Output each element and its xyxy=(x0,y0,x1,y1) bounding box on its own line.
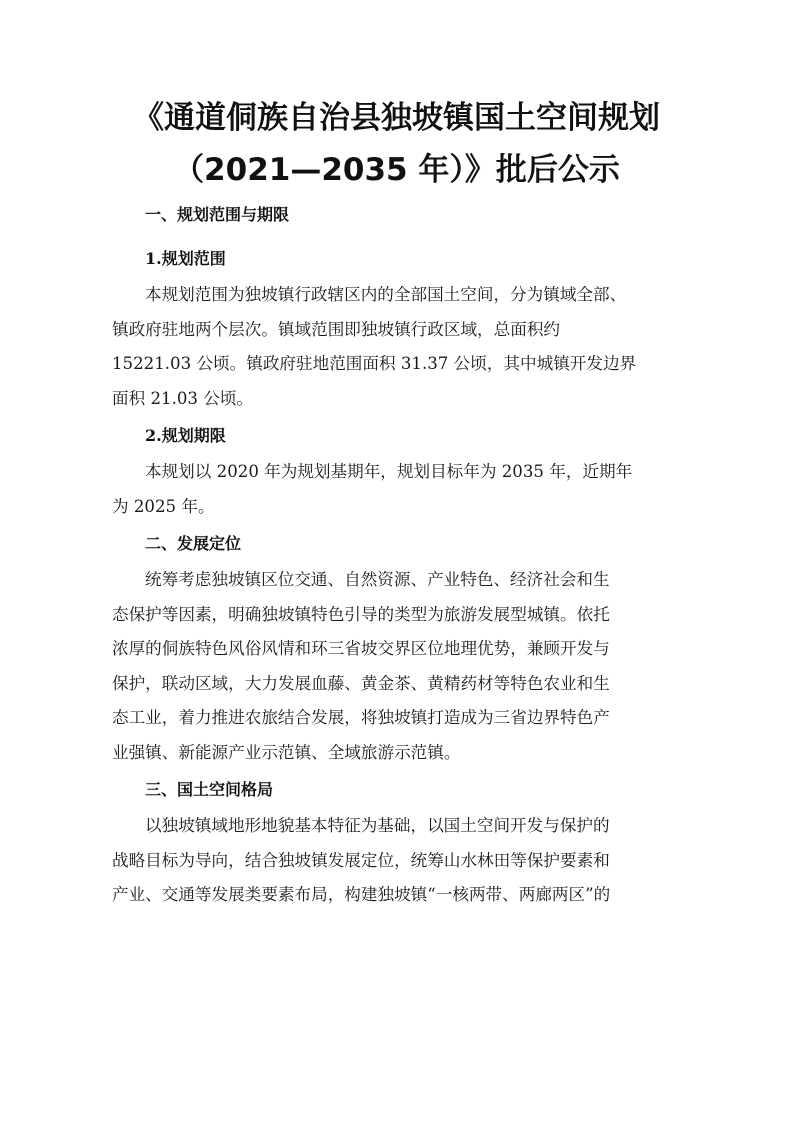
document-title xyxy=(112,92,681,196)
paragraph-line: 本规划范围为独坡镇行政辖区内的全部国土空间，分为镇域全部、 xyxy=(145,285,627,304)
paragraph-line: 战略目标为导向，结合独坡镇发展定位，统筹山水林田等保护要素和 xyxy=(112,850,610,870)
section-3-paragraph xyxy=(112,809,681,913)
subsection-2-paragraph xyxy=(112,455,681,524)
paragraph-line: 态保护等因素，明确独坡镇特色引导的类型为旅游发展型城镇。依托 xyxy=(112,604,610,624)
section-2-paragraph xyxy=(112,563,681,770)
paragraph-line: 面积 21.03 公顷。 xyxy=(112,388,254,408)
section-1-heading: 一、规划范围与期限 xyxy=(145,205,290,224)
paragraph-line: 本规划以 2020 年为规划基期年，规划目标年为 2035 年，近期年 xyxy=(145,462,633,481)
paragraph-line: 业强镇、新能源产业示范镇、全域旅游示范镇。 xyxy=(112,742,461,762)
paragraph-line: 浓厚的侗族特色风俗风情和环三省坡交界区位地理优势，兼顾开发与 xyxy=(112,639,610,658)
paragraph-line: 保护，联动区域，大力发展血藤、黄金茶、黄精药材等特色农业和生 xyxy=(112,673,610,693)
paragraph-line: 统筹考虑独坡镇区位交通、自然资源、产业特色、经济社会和生 xyxy=(145,570,610,589)
paragraph-line: 15221.03 公顷。镇政府驻地范围面积 31.37 公顷，其中城镇开发边界 xyxy=(112,354,637,373)
subsection-2-heading: 2.规划期限 xyxy=(145,426,226,445)
paragraph-line: 态工业，着力推进农旅结合发展，将独坡镇打造成为三省边界特色产 xyxy=(112,708,610,727)
paragraph-line: 镇政府驻地两个层次。镇域范围即独坡镇行政区域，总面积约 xyxy=(112,319,561,339)
paragraph-line: 以独坡镇域地形地貌基本特征为基础，以国土空间开发与保护的 xyxy=(145,816,610,835)
paragraph-line: 产业、交通等发展类要素布局，构建独坡镇“一核两带、两廊两区”的 xyxy=(112,885,611,904)
subsection-1-heading: 1.规划范围 xyxy=(145,249,226,268)
section-3-heading: 三、国土空间格局 xyxy=(145,780,274,799)
subsection-1-paragraph xyxy=(112,278,681,416)
section-2-heading: 二、发展定位 xyxy=(145,534,242,553)
paragraph-line: 为 2025 年。 xyxy=(112,496,215,516)
title-line-1: 《通道侗族自治县独坡镇国土空间规划 xyxy=(133,100,660,136)
title-line-2: （2021—2035 年）》批后公示 xyxy=(173,152,620,188)
